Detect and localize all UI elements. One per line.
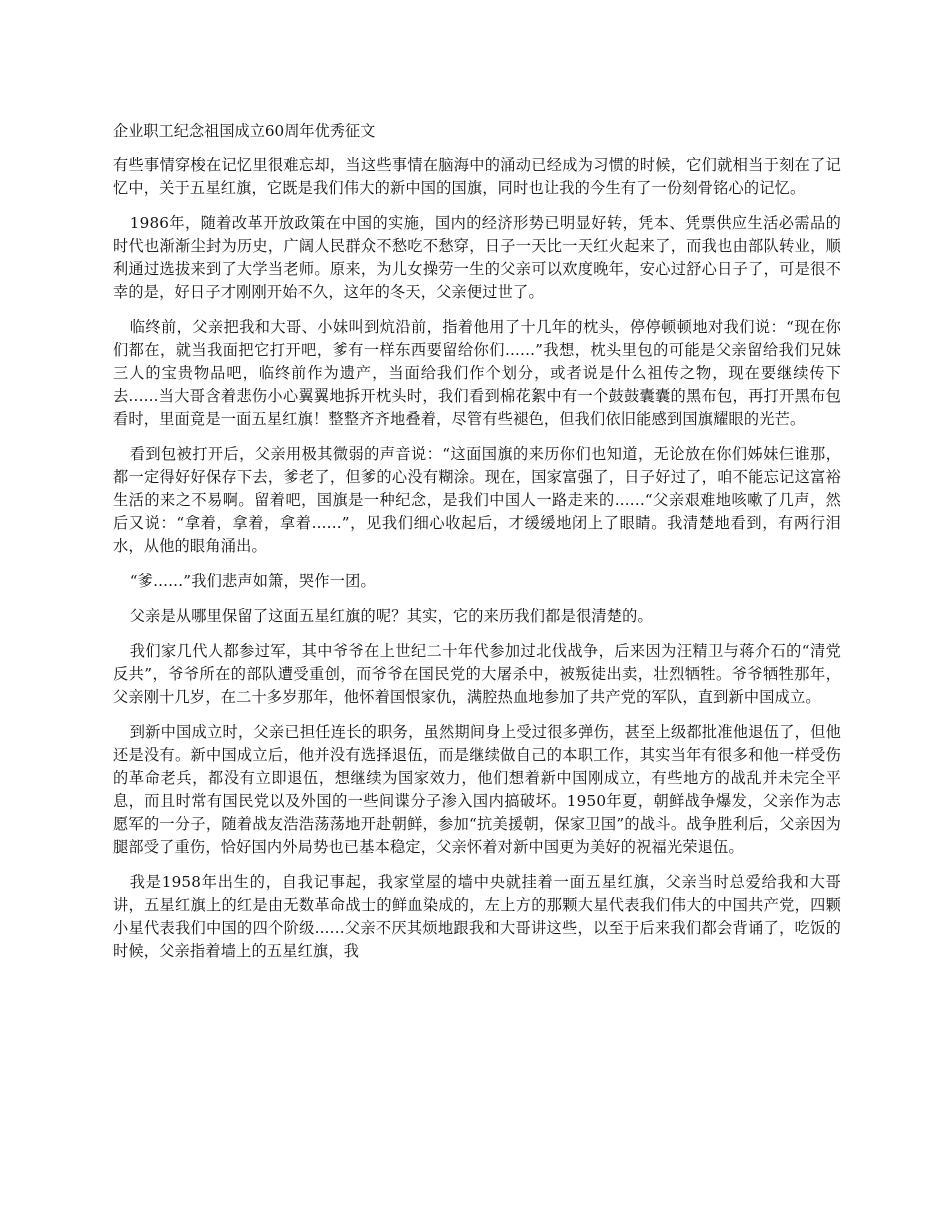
paragraph-4: 看到包被打开后，父亲用极其微弱的声音说：“这面国旗的来历你们也知道，无论放在你们姊妹仨谁那，都一定得好好保存下去，爹老了，但爹的心没有糊涂。现在，国家富强了，日子好过了，咱不能忘记这富裕生活的来之不易啊。留着吧，国旗是一种纪念，是我们中国人一路走来的......“父亲艰难地咳嗽了几声，然后又说：“拿着，拿着，拿着......”，见我们细心收起后，才缓缓地闭上了眼睛。我清楚地看到，有两行泪水，从他的眼角涌出。 [113,445,841,555]
paragraph-1: 有些事情穿梭在记忆里很难忘却，当这些事情在脑海中的涌动已经成为习惯的时候，它们就相当于刻在了记忆中，关于五星红旗，它既是我们伟大的新中国的国旗，同时也让我的今生有了一份刻骨铭心的记忆。 [113,156,841,197]
paragraph-5: “爹......”我们悲声如箫，哭作一团。 [129,572,376,590]
paragraph-7: 我们家几代人都参过军，其中爷爷在上世纪二十年代参加过北伐战争，后来因为汪精卫与蒋介石的“清党反共”，爷爷所在的部队遭受重创，而爷爷在国民党的大屠杀中，被叛徒出卖，壮烈牺牲。爷爷牺牲那年，父亲刚十几岁，在二十多岁那年，他怀着国恨家仇，满腔热血地参加了共产党的军队，直到新中国成立。 [113,642,841,706]
paragraph-3: 临终前，父亲把我和大哥、小妹叫到炕沿前，指着他用了十几年的枕头，停停顿顿地对我们说：“现在你们都在，就当我面把它打开吧，爹有一样东西要留给你们......”我想，枕头里包的可能是父亲留给我们兄妹三人的宝贵物品吧，临终前作为遗产，当面给我们作个划分，或者说是什么祖传之物，现在要继续传下去......当大哥含着悲伤小心翼翼地拆开枕头时，我们看到棉花絮中有一个鼓鼓囊囊的黑布包，再打开黑布包看时，里面竟是一面五星红旗！整整齐齐地叠着，尽管有些褪色，但我们依旧能感到国旗耀眼的光芒。 [113,318,841,428]
document-title: 企业职工纪念祖国成立60周年优秀征文 [113,122,376,140]
paragraph-6: 父亲是从哪里保留了这面五星红旗的呢？其实，它的来历我们都是很清楚的。 [129,607,653,625]
paragraph-2: 1986年，随着改革开放政策在中国的实施，国内的经济形势已明显好转，凭本、凭票供应生活必需品的时代也渐渐尘封为历史，广阔人民群众不愁吃不愁穿，日子一天比一天红火起来了，而我也由部队转业，顺利通过选拔来到了大学当老师。原来，为儿女操劳一生的父亲可以欢度晚年，安心过舒心日子了，可是很不幸的是，好日子才刚刚开始不久，这年的冬天，父亲便过世了。 [113,214,841,301]
document-page [113,120,841,975]
paragraph-8: 到新中国成立时，父亲已担任连长的职务，虽然期间身上受过很多弹伤，甚至上级都批准他退伍了，但他还是没有。新中国成立后，他并没有选择退伍，而是继续做自己的本职工作，其实当年有很多和他一样受伤的革命老兵，都没有立即退伍，想继续为国家效力，他们想着新中国刚成立，有些地方的战乱并未完全平息，而且时常有国民党以及外国的一些间谍分子渗入国内搞破坏。1950年夏，朝鲜战争爆发，父亲作为志愿军的一分子，随着战友浩浩荡荡地开赴朝鲜，参加“抗美援朝，保家卫国”的战斗。战争胜利后，父亲因为腿部受了重伤，恰好国内外局势也已基本稳定，父亲怀着对新中国更为美好的祝福光荣退伍。 [113,723,841,856]
paragraph-9: 我是1958年出生的，自我记事起，我家堂屋的墙中央就挂着一面五星红旗，父亲当时总爱给我和大哥讲，五星红旗上的红是由无数革命战士的鲜血染成的，左上方的那颗大星代表我们伟大的中国共产党，四颗小星代表我们中国的四个阶级......父亲不厌其烦地跟我和大哥讲这些，以至于后来我们都会背诵了，吃饭的时候，父亲指着墙上的五星红旗，我 [113,873,841,960]
